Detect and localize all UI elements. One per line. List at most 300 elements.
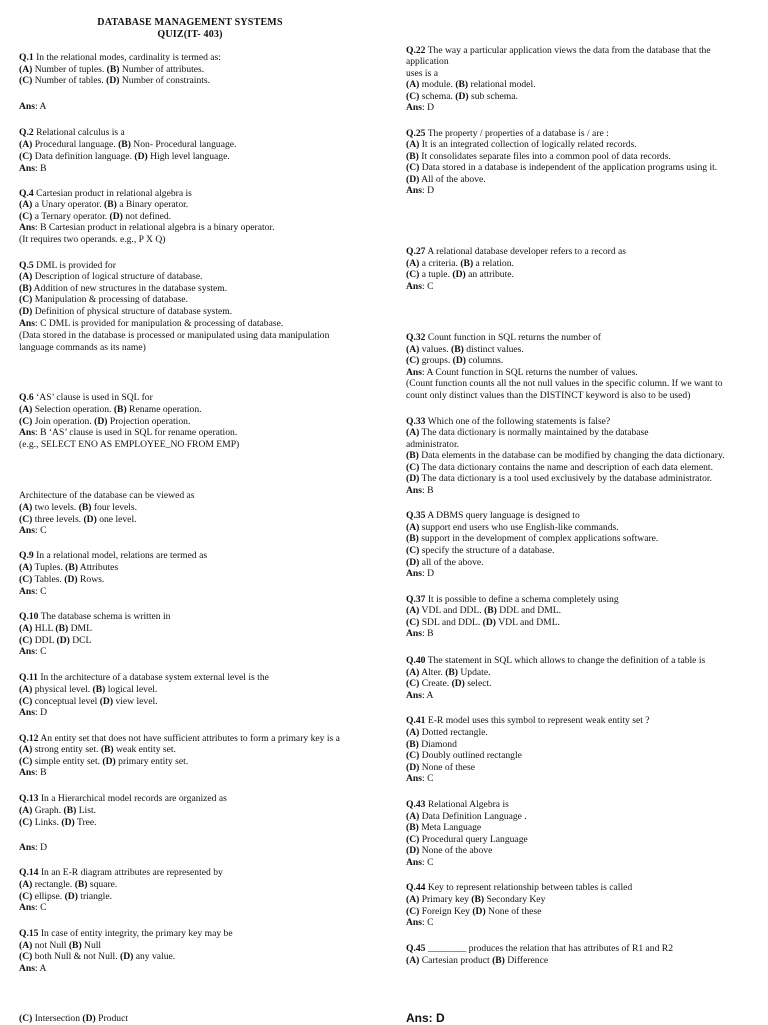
text-line — [19, 234, 165, 245]
option-letter: (D) — [482, 617, 496, 628]
option-text: Secondary Key — [484, 894, 546, 905]
option-line — [406, 427, 649, 438]
option-line — [406, 139, 637, 150]
option-letter: (A) — [19, 502, 33, 513]
option-letter: (A) — [406, 258, 420, 269]
option-line — [19, 756, 188, 767]
option-text: It consolidates separate files into a common pool of data records. — [418, 151, 671, 162]
line-text: : B ‘AS’ clause is used in SQL for rename operation. — [35, 427, 238, 438]
question-line — [19, 867, 223, 878]
option-line — [19, 404, 202, 415]
option-letter: (C) — [406, 906, 420, 917]
option-line — [19, 283, 227, 294]
option-text: Projection operation. — [107, 416, 191, 427]
option-letter: (C) — [19, 416, 33, 427]
option-letter: (D) — [109, 211, 123, 222]
question-number: Q.37 — [406, 594, 426, 605]
option-line — [19, 805, 96, 816]
option-line — [406, 811, 527, 822]
question-line — [19, 127, 125, 138]
option-letter: (B) — [65, 562, 78, 573]
option-letter: (B) — [100, 744, 114, 755]
option-line — [406, 151, 671, 162]
line-text: : C — [35, 902, 47, 913]
question-line — [406, 416, 610, 427]
question-number: Q.4 — [19, 188, 34, 199]
option-line — [19, 294, 188, 305]
option-letter: (D) — [451, 678, 465, 689]
question-number: Q.5 — [19, 260, 34, 271]
option-letter: (A) — [19, 623, 33, 634]
answer-line — [406, 857, 433, 868]
option-letter: (B) — [118, 139, 131, 150]
option-line — [19, 623, 92, 634]
option-letter: (D) — [455, 91, 469, 102]
option-letter: (D) — [452, 269, 466, 280]
answer-label: Ans — [406, 185, 422, 196]
option-text: ellipse. — [32, 891, 65, 902]
answer-label: Ans — [406, 568, 422, 579]
option-text: Addition of new structures in the database system. — [31, 283, 228, 294]
option-line — [406, 174, 486, 185]
option-line — [406, 727, 488, 738]
question-number: Q.11 — [19, 672, 38, 683]
line-text: In an E-R diagram attributes are represented by — [38, 867, 223, 878]
option-line — [19, 199, 188, 210]
question-line — [19, 550, 207, 561]
option-line — [406, 894, 545, 905]
answer-label: Ans — [19, 101, 35, 112]
line-text: : C — [422, 857, 434, 868]
option-letter: (A) — [19, 199, 33, 210]
text-line — [19, 490, 195, 501]
option-letter: (B) — [445, 667, 458, 678]
option-letter: (D) — [406, 762, 420, 773]
option-line — [19, 817, 97, 828]
question-number: Q.22 — [406, 45, 426, 56]
line-text: Architecture of the database can be viewed as — [19, 490, 195, 501]
option-text: Rename operation. — [126, 404, 202, 415]
option-letter: (A) — [19, 404, 33, 415]
option-text: a tuple. — [419, 269, 453, 280]
option-text: Description of logical structure of database. — [32, 271, 203, 282]
option-line — [406, 522, 619, 533]
option-line — [19, 271, 203, 282]
option-line — [19, 879, 117, 890]
line-text: : D — [422, 185, 434, 196]
option-line — [19, 139, 236, 150]
option-letter: (B) — [92, 684, 106, 695]
option-letter: (A) — [19, 562, 33, 573]
option-letter: (D) — [64, 574, 78, 585]
line-text: A DBMS query language is designed to — [425, 510, 580, 521]
option-text: support in the development of complex applications software. — [418, 533, 659, 544]
answer-label: Ans — [19, 222, 35, 233]
option-text: Create. — [419, 678, 452, 689]
text-line — [406, 56, 449, 67]
option-line — [406, 739, 457, 750]
option-letter: (C) — [406, 162, 420, 173]
line-text: The statement in SQL which allows to change the definition of a table is — [425, 655, 706, 666]
option-letter: (D) — [99, 696, 114, 707]
answer-line — [19, 427, 237, 438]
question-number: Q.13 — [19, 793, 39, 804]
option-letter: (C) — [19, 1013, 33, 1024]
option-text: schema. — [419, 91, 456, 102]
option-text: None of these — [419, 762, 476, 773]
line-text: (e.g., SELECT ENO AS EMPLOYEE_NO FROM EMP) — [19, 439, 240, 450]
answer-line — [406, 628, 433, 639]
option-letter: (C) — [406, 462, 420, 473]
question-number: Q.2 — [19, 127, 34, 138]
option-text: Manipulation & processing of database. — [32, 294, 188, 305]
option-text: groups. — [419, 355, 453, 366]
option-text: Number of attributes. — [119, 64, 205, 75]
option-line — [19, 951, 175, 962]
text-line — [406, 439, 459, 450]
option-letter: (C) — [19, 514, 33, 525]
answer-label: Ans — [19, 318, 35, 329]
option-letter: (C) — [19, 756, 33, 767]
line-text: The database schema is written in — [38, 611, 171, 622]
option-text: VDL and DML. — [496, 617, 560, 628]
answer-label: Ans — [406, 367, 422, 378]
option-line — [19, 1013, 128, 1024]
option-line — [406, 258, 514, 269]
option-letter: (B) — [104, 199, 117, 210]
option-text: Tuples. — [32, 562, 66, 573]
answer-line — [406, 568, 434, 579]
answer-line — [406, 485, 433, 496]
line-text: : A Count function in SQL returns the number of values. — [422, 367, 638, 378]
option-line — [19, 574, 104, 585]
option-letter: (A) — [19, 684, 33, 695]
answer-line — [406, 367, 638, 378]
option-letter: (A) — [406, 79, 420, 90]
line-text: DML is provided for — [33, 260, 116, 271]
option-line — [406, 678, 492, 689]
option-text: Number of tuples. — [32, 64, 107, 75]
question-number: Q.35 — [406, 510, 426, 521]
option-text: logical level. — [105, 684, 158, 695]
option-text: It is an integrated collection of logically related records. — [419, 139, 637, 150]
option-line — [406, 750, 522, 761]
line-text: In a relational model, relations are termed as — [33, 550, 208, 561]
option-text: SDL and DDL. — [419, 617, 483, 628]
option-letter: (B) — [74, 879, 88, 890]
option-text: not defined. — [122, 211, 172, 222]
line-text: It is possible to define a schema completely using — [425, 594, 619, 605]
option-letter: (D) — [406, 174, 420, 185]
option-text: Dotted rectangle. — [419, 727, 488, 738]
line-text: ‘AS’ clause is used in SQL for — [33, 392, 153, 403]
option-text: Foreign Key — [419, 906, 473, 917]
question-line — [19, 260, 116, 271]
answer-label: Ans — [19, 963, 35, 974]
line-text: The property / properties of a database is / are : — [425, 128, 609, 139]
option-letter: (C) — [406, 750, 420, 761]
option-text: columns. — [465, 355, 504, 366]
option-letter: (B) — [406, 151, 419, 162]
option-line — [406, 557, 484, 568]
option-letter: (A) — [19, 940, 33, 951]
option-text: The data dictionary contains the name and description of each data element. — [419, 462, 713, 473]
answer-label: Ans — [406, 917, 422, 928]
option-text: distinct values. — [463, 344, 524, 355]
option-text: four levels. — [91, 502, 138, 513]
option-text: Data stored in a database is independent of the application programs using it. — [419, 162, 718, 173]
answer-line — [406, 773, 433, 784]
option-line — [406, 533, 658, 544]
option-letter: (C) — [19, 891, 33, 902]
line-text: ________ produces the relation that has attributes of R1 and R2 — [425, 943, 673, 954]
option-text: Alter. — [419, 667, 446, 678]
option-text: DCL — [69, 635, 92, 646]
option-text: Links. — [32, 817, 62, 828]
answer-line — [406, 185, 434, 196]
option-text: a relation. — [473, 258, 514, 269]
option-line — [19, 891, 112, 902]
line-text: : D — [422, 568, 434, 579]
option-letter: (D) — [406, 845, 420, 856]
option-text: conceptual level — [32, 696, 100, 707]
line-text: Key to represent relationship between tables is called — [425, 882, 633, 893]
option-text: The data dictionary is a tool used exclusively by the database administrator. — [419, 473, 712, 484]
option-text: Intersection — [32, 1013, 83, 1024]
option-line — [406, 545, 554, 556]
answer-line — [406, 281, 433, 292]
line-text: In case of entity integrity, the primary key may be — [38, 928, 233, 939]
option-letter: (D) — [83, 514, 97, 525]
line-text: : C — [35, 646, 47, 657]
option-text: three levels. — [32, 514, 84, 525]
question-line — [19, 928, 233, 939]
option-letter: (D) — [82, 1013, 96, 1024]
option-letter: (D) — [56, 635, 70, 646]
quiz-code: QUIZ(IT- 403) — [157, 29, 223, 40]
option-letter: (B) — [406, 822, 419, 833]
option-letter: (D) — [120, 951, 134, 962]
option-letter: (B) — [106, 64, 120, 75]
option-line — [406, 834, 528, 845]
option-letter: (C) — [406, 617, 420, 628]
line-text: : A — [35, 963, 47, 974]
option-letter: (D) — [406, 557, 420, 568]
option-text: primary entity set. — [115, 756, 189, 767]
answer-label: Ans — [19, 525, 35, 536]
answer-line — [19, 222, 275, 233]
option-text: Data elements in the database can be modified by changing the data dictionary. — [418, 450, 725, 461]
line-text: : C — [422, 917, 434, 928]
option-text: a Ternary operator. — [32, 211, 110, 222]
line-text: : D — [35, 842, 47, 853]
option-letter: (D) — [452, 355, 466, 366]
document-title: DATABASE MANAGEMENT SYSTEMS — [97, 17, 283, 28]
option-text: Product — [95, 1013, 128, 1024]
option-letter: (D) — [106, 75, 120, 86]
question-line — [406, 799, 509, 810]
option-letter: (A) — [406, 955, 420, 966]
option-text: values. — [419, 344, 452, 355]
answer-line — [19, 318, 283, 329]
option-letter: (C) — [19, 151, 33, 162]
question-line — [19, 672, 269, 683]
option-text: Procedural query Language — [419, 834, 528, 845]
question-line — [406, 128, 609, 139]
option-line — [19, 744, 176, 755]
option-text: weak entity set. — [113, 744, 176, 755]
option-text: Non- Procedural language. — [130, 139, 237, 150]
option-text: triangle. — [77, 891, 113, 902]
line-text: E-R model uses this symbol to represent weak entity set ? — [425, 715, 650, 726]
question-line — [19, 52, 221, 63]
option-text: sub schema. — [468, 91, 518, 102]
answer-label: Ans — [19, 707, 35, 718]
option-line — [19, 416, 190, 427]
question-number: Q.32 — [406, 332, 426, 343]
option-letter: (B) — [113, 404, 127, 415]
option-letter: (C) — [406, 545, 420, 556]
answer-line — [19, 963, 46, 974]
answer-label: Ans — [19, 163, 35, 174]
option-text: Attributes — [77, 562, 119, 573]
line-text: A relational database developer refers to a record as — [425, 246, 627, 257]
answer-line — [19, 902, 46, 913]
option-letter: (D) — [94, 416, 108, 427]
question-number: Q.15 — [19, 928, 39, 939]
question-number: Q.33 — [406, 416, 426, 427]
option-letter: (C) — [19, 635, 33, 646]
option-letter: (C) — [19, 294, 33, 305]
line-text: : A — [35, 101, 47, 112]
option-letter: (A) — [19, 805, 33, 816]
line-text: application — [406, 56, 449, 67]
option-letter: (C) — [406, 355, 420, 366]
question-line — [406, 655, 705, 666]
option-line — [406, 906, 541, 917]
option-text: Update. — [457, 667, 491, 678]
option-letter: (A) — [406, 344, 420, 355]
option-text: DDL — [32, 635, 57, 646]
option-text: List. — [76, 805, 97, 816]
option-letter: (A) — [19, 744, 33, 755]
option-text: module. — [419, 79, 456, 90]
option-line — [406, 355, 503, 366]
line-text: count only distinct values than the DISTINCT keyword is also to be used) — [406, 390, 691, 401]
option-letter: (B) — [406, 450, 419, 461]
line-text: : B — [422, 485, 434, 496]
option-text: Definition of physical structure of database system. — [32, 306, 233, 317]
option-letter: (A) — [19, 271, 33, 282]
option-text: view level. — [113, 696, 158, 707]
option-letter: (A) — [406, 605, 420, 616]
text-line — [19, 439, 239, 450]
option-text: Data definition language. — [32, 151, 135, 162]
answer-label: Ans — [406, 102, 422, 113]
option-letter: (C) — [19, 574, 33, 585]
line-text: : D — [422, 102, 434, 113]
option-text: a Binary operator. — [116, 199, 189, 210]
text-line — [19, 330, 329, 341]
question-number: Q.43 — [406, 799, 426, 810]
option-letter: (B) — [78, 502, 92, 513]
line-text: : D — [35, 707, 47, 718]
question-number: Q.40 — [406, 655, 426, 666]
option-text: an attribute. — [465, 269, 514, 280]
question-line — [19, 188, 192, 199]
option-text: Join operation. — [32, 416, 95, 427]
option-text: Number of tables. — [32, 75, 107, 86]
option-text: HLL — [32, 623, 56, 634]
option-text: Tree. — [74, 817, 97, 828]
option-letter: (A) — [406, 667, 420, 678]
line-text: In the architecture of a database system external level is the — [37, 672, 269, 683]
option-text: Selection operation. — [32, 404, 114, 415]
option-letter: (B) — [19, 283, 32, 294]
option-line — [406, 162, 717, 173]
line-text: Cartesian product in relational algebra is — [33, 188, 192, 199]
answer-label: Ans — [19, 646, 35, 657]
option-text: All of the above. — [419, 174, 486, 185]
option-line — [19, 151, 230, 162]
answer-label: Ans — [406, 485, 422, 496]
option-line — [406, 667, 491, 678]
answer-line — [19, 707, 47, 718]
answer-line — [19, 842, 47, 853]
option-letter: (A) — [406, 811, 420, 822]
option-letter: (B) — [484, 605, 497, 616]
line-text: Relational Algebra is — [425, 799, 509, 810]
option-text: Doubly outlined rectangle — [419, 750, 522, 761]
line-text: In a Hierarchical model records are organized as — [38, 793, 227, 804]
text-line — [406, 378, 723, 389]
option-text: VDL and DDL. — [419, 605, 485, 616]
option-letter: (A) — [406, 727, 420, 738]
option-line — [406, 462, 713, 473]
option-text: Difference — [504, 955, 549, 966]
answer-label: Ans — [19, 427, 35, 438]
line-text: : B — [35, 767, 47, 778]
option-text: Null — [81, 940, 102, 951]
question-number: Q.10 — [19, 611, 39, 622]
option-text: Meta Language — [418, 822, 482, 833]
option-line — [19, 306, 232, 317]
option-line — [19, 940, 101, 951]
line-text: : B Cartesian product in relational algebra is a binary operator. — [35, 222, 275, 233]
question-line — [406, 332, 601, 343]
option-text: relational model. — [468, 79, 536, 90]
option-letter: (B) — [460, 258, 474, 269]
answer-label: Ans — [406, 773, 422, 784]
option-line — [19, 635, 91, 646]
question-line — [19, 392, 153, 403]
answer-line — [19, 525, 46, 536]
option-line — [19, 211, 171, 222]
option-text: Data Definition Language . — [419, 811, 527, 822]
option-letter: (C) — [19, 817, 33, 828]
line-text: : A — [422, 690, 434, 701]
line-text: : B — [422, 628, 434, 639]
option-letter: (C) — [19, 951, 33, 962]
option-text: select. — [464, 678, 492, 689]
option-line — [406, 269, 514, 280]
option-text: strong entity set. — [32, 744, 101, 755]
answer-label: Ans — [406, 281, 422, 292]
option-letter: (A) — [19, 879, 33, 890]
line-text: The way a particular application views the data from the database that the — [425, 45, 711, 56]
question-line — [19, 733, 340, 744]
option-text: DDL and DML. — [496, 605, 562, 616]
